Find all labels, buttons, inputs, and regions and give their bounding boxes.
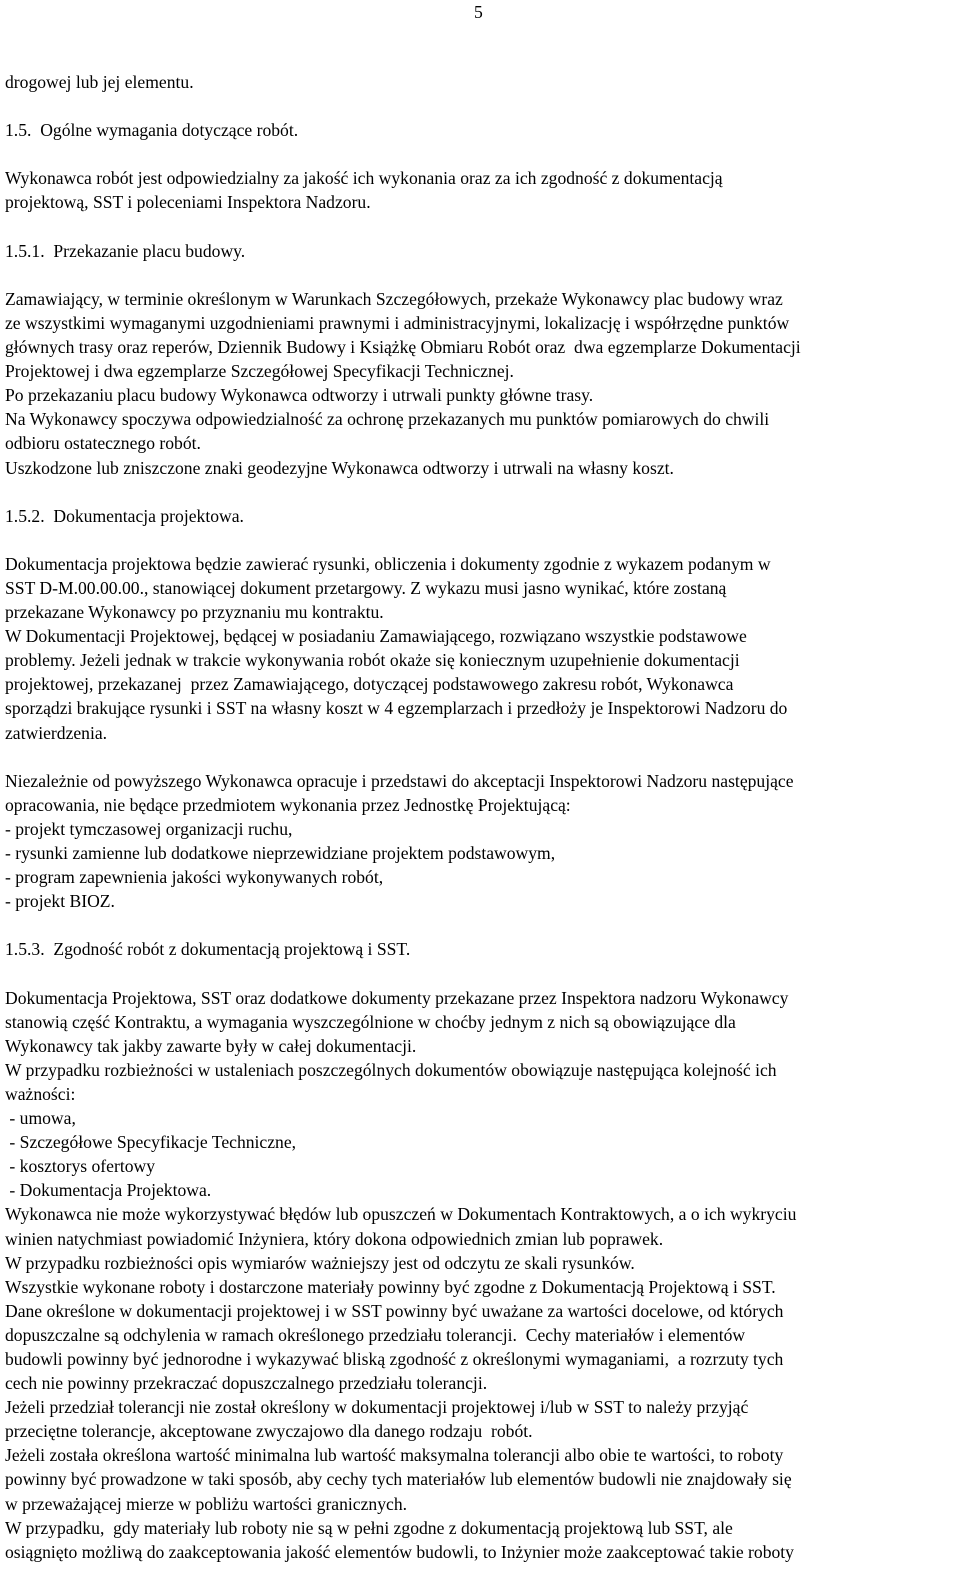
- text-line: ze wszystkimi wymaganymi uzgodnieniami prawnymi i administracyjnymi, lokalizację i współrzędne punktów: [5, 312, 790, 333]
- text-line: 1.5.2. Dokumentacja projektowa.: [5, 505, 244, 526]
- blank-line: [5, 745, 955, 769]
- text-line: projektową, SST i poleceniami Inspektora Nadzoru.: [5, 192, 371, 213]
- blank-line: [5, 528, 955, 552]
- text-line: - kosztorys ofertowy: [5, 1156, 156, 1177]
- text-line: W przypadku, gdy materiały lub roboty nie są w pełni zgodne z dokumentacją projektową lub SST, ale: [5, 1517, 733, 1538]
- text-line: - projekt tymczasowej organizacji ruchu,: [5, 818, 293, 839]
- text-line: dopuszczalne są odchylenia w ramach określonego przedziału tolerancji. Cechy materiałów i elementów: [5, 1324, 746, 1345]
- blank-line: [5, 913, 955, 937]
- text-line: ważności:: [5, 1083, 76, 1104]
- text-line: projektowej, przekazanej przez Zamawiającego, dotyczącej podstawowego zakresu robót, Wykonawca: [5, 674, 734, 695]
- blank-line: [5, 215, 955, 239]
- text-line: głównych trasy oraz reperów, Dziennik Budowy i Książkę Obmiaru Robót oraz dwa egzemplarze Dokumentacji: [5, 337, 801, 358]
- text-line: Dokumentacja Projektowa, SST oraz dodatkowe dokumenty przekazane przez Inspektora nadzoru Wykonawcy: [5, 987, 789, 1008]
- text-line: Po przekazaniu placu budowy Wykonawca odtworzy i utrwali punkty główne trasy.: [5, 385, 594, 406]
- text-line: budowli powinny być jednorodne i wykazywać bliską zgodność z określonymi wymaganiami, a rozrzuty tych: [5, 1348, 784, 1369]
- text-line: Dane określone w dokumentacji projektowej i w SST powinny być uważane za wartości docelowe, od których: [5, 1300, 784, 1321]
- blank-line: [5, 142, 955, 166]
- text-line: - Dokumentacja Projektowa.: [5, 1180, 212, 1201]
- text-line: Wykonawca nie może wykorzystywać błędów lub opuszczeń w Dokumentach Kontraktowych, a o ich wykryciu: [5, 1204, 797, 1225]
- text-line: - rysunki zamienne lub dodatkowe nieprzewidziane projektem podstawowym,: [5, 843, 556, 863]
- text-line: - Szczegółowe Specyfikacje Techniczne,: [5, 1132, 297, 1153]
- text-line: Na Wykonawcy spoczywa odpowiedzialność za ochronę przekazanych mu punktów pomiarowych do chwili: [5, 409, 770, 430]
- text-line: stanowią część Kontraktu, a wymagania wyszczególnione w choćby jednym z nich są obowiązujące dla: [5, 1011, 736, 1032]
- text-line: - program zapewnienia jakości wykonywanych robót,: [5, 867, 384, 888]
- text-line: Zamawiający, w terminie określonym w Warunkach Szczegółowych, przekaże Wykonawcy plac budowy wraz: [5, 288, 783, 309]
- text-line: sporządzi brakujące rysunki i SST na własny koszt w 4 egzemplarzach i przedłoży je Inspektorowi Nadzoru do: [5, 698, 788, 719]
- text-line: Niezależnie od powyższego Wykonawca opracuje i przedstawi do akceptacji Inspektorowi Nadzoru następujące: [5, 770, 794, 791]
- text-line: w przeważającej mierze w pobliżu wartości granicznych.: [5, 1493, 408, 1514]
- text-line: powinny być prowadzone w taki sposób, aby cechy tych materiałów lub elementów budowli nie znajdowały się: [5, 1469, 792, 1490]
- page-number: 5: [474, 2, 483, 22]
- text-line: osiągnięto możliwą do zaakceptowania jakość elementów budowli, to Inżynier może zaakceptować takie roboty: [5, 1541, 794, 1562]
- text-line: - projekt BIOZ.: [5, 891, 115, 912]
- text-line: W przypadku rozbieżności opis wymiarów ważniejszy jest od odczytu ze skali rysunków.: [5, 1252, 635, 1273]
- text-line: zatwierdzenia.: [5, 722, 108, 743]
- text-line: opracowania, nie będące przedmiotem wykonania przez Jednostkę Projektującą:: [5, 794, 571, 815]
- blank-line: [5, 263, 955, 287]
- text-line: winien natychmiast powiadomić Inżyniera, który dokona odpowiednich zmian lub poprawek.: [5, 1228, 664, 1249]
- text-line: Wykonawca robót jest odpowiedzialny za jakość ich wykonania oraz za ich zgodność z dokumentacją: [5, 168, 723, 189]
- text-line: Projektowej i dwa egzemplarze Szczegółowej Specyfikacji Technicznej.: [5, 361, 514, 382]
- text-line: Wykonawcy tak jakby zawarte były w całej dokumentacji.: [5, 1035, 417, 1056]
- blank-line: [5, 961, 955, 985]
- text-line: - umowa,: [5, 1108, 76, 1129]
- text-line: drogowej lub jej elementu.: [5, 72, 194, 92]
- text-line: W Dokumentacji Projektowej, będącej w posiadaniu Zamawiającego, rozwiązano wszystkie podstawowe: [5, 626, 747, 647]
- text-line: odbioru ostatecznego robót.: [5, 433, 201, 454]
- document-body: [5, 70, 955, 1564]
- text-line: przeciętne tolerancje, akceptowane zwyczajowo dla danego rodzaju robót.: [5, 1421, 533, 1442]
- blank-line: [5, 480, 955, 504]
- text-line: 1.5. Ogólne wymagania dotyczące robót.: [5, 120, 299, 141]
- text-line: 1.5.3. Zgodność robót z dokumentacją projektową i SST.: [5, 939, 411, 960]
- blank-line: [5, 94, 955, 118]
- text-line: Jeżeli przedział tolerancji nie został określony w dokumentacji projektowej i/lub w SST to należy przyjąć: [5, 1397, 749, 1418]
- text-line: W przypadku rozbieżności w ustaleniach poszczególnych dokumentów obowiązuje następująca kolejność ich: [5, 1059, 777, 1080]
- text-line: problemy. Jeżeli jednak w trakcie wykonywania robót okaże się koniecznym uzupełnienie dokumentacji: [5, 650, 740, 671]
- text-line: Dokumentacja projektowa będzie zawierać rysunki, obliczenia i dokumenty zgodnie z wykazem podanym w: [5, 553, 771, 574]
- text-line: cech nie powinny przekraczać dopuszczalnego przedziału tolerancji.: [5, 1373, 488, 1394]
- text-line: 1.5.1. Przekazanie placu budowy.: [5, 240, 246, 261]
- text-line: Uszkodzone lub zniszczone znaki geodezyjne Wykonawca odtworzy i utrwali na własny koszt.: [5, 457, 674, 478]
- text-line: Jeżeli została określona wartość minimalna lub wartość maksymalna tolerancji albo obie te wartości, to roboty: [5, 1445, 784, 1466]
- text-line: SST D-M.00.00.00., stanowiącej dokument przetargowy. Z wykazu musi jasno wynikać, które zostaną: [5, 577, 727, 598]
- text-line: przekazane Wykonawcy po przyznaniu mu kontraktu.: [5, 602, 384, 623]
- text-line: Wszystkie wykonane roboty i dostarczone materiały powinny być zgodne z Dokumentacją Projektową i SST.: [5, 1276, 776, 1297]
